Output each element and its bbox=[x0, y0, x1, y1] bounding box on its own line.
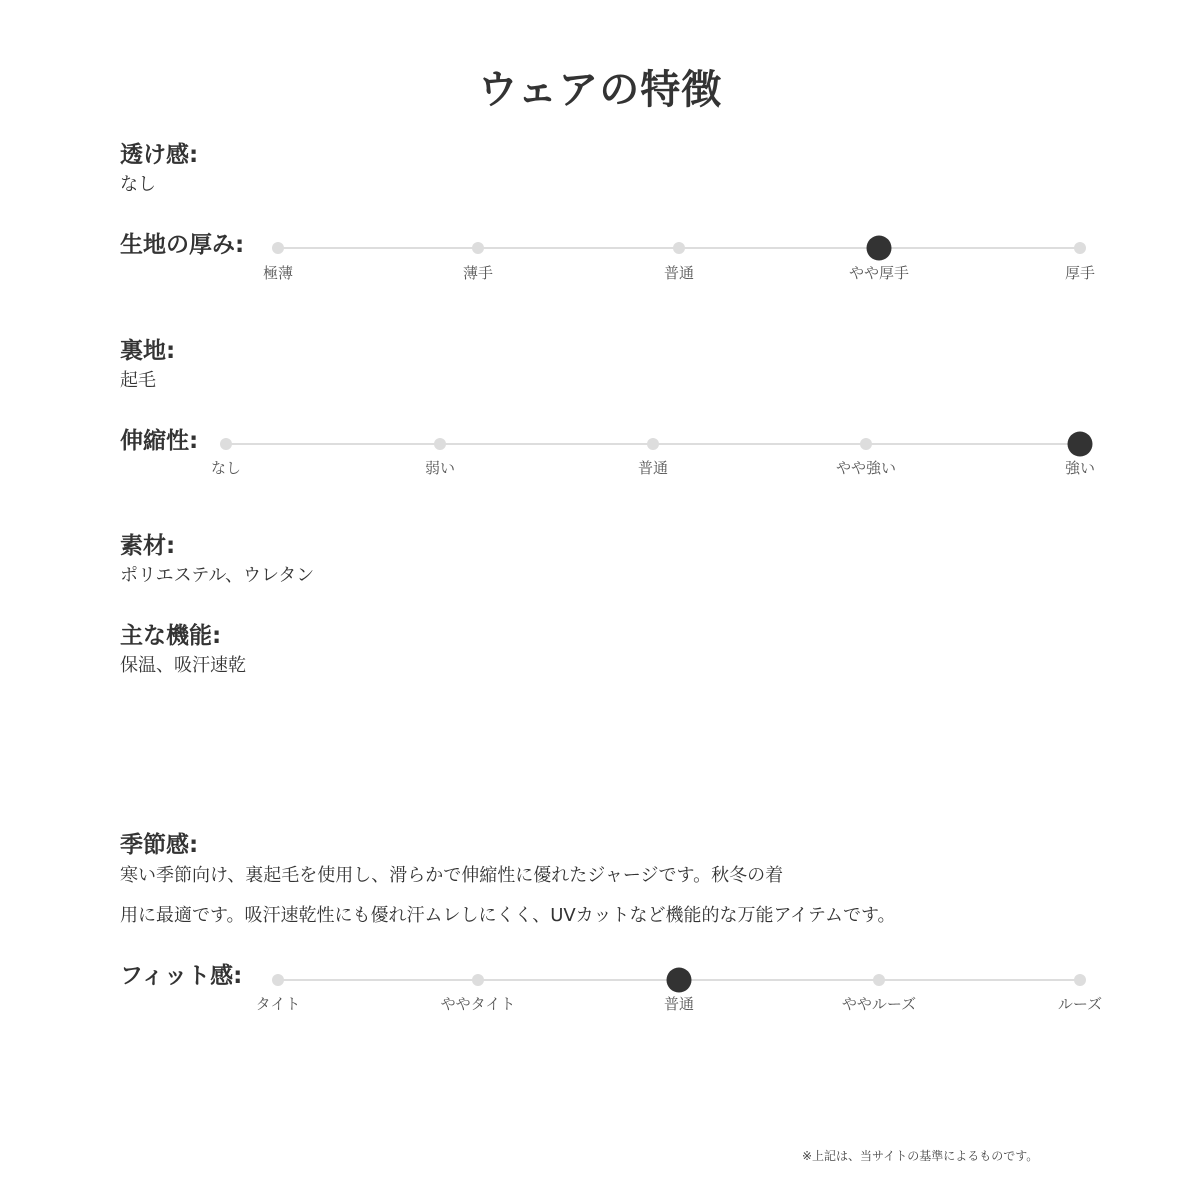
thickness-option-2: 普通 bbox=[663, 264, 695, 282]
thickness-dot-0 bbox=[272, 242, 284, 254]
material-label: 素材: bbox=[120, 533, 176, 559]
thickness-label: 生地の厚み: bbox=[120, 232, 245, 258]
season-label: 季節感: bbox=[120, 832, 199, 858]
stretch-dot-1 bbox=[434, 438, 446, 450]
stretch-dot-0 bbox=[220, 438, 232, 450]
season-description-line-1: 寒い季節向け、裏起毛を使用し、滑らかで伸縮性に優れたジャージです。秋冬の着 bbox=[120, 865, 784, 886]
thickness-option-3: やや厚手 bbox=[848, 264, 910, 282]
fit-dot-selected bbox=[667, 968, 692, 993]
thickness-option-1: 薄手 bbox=[462, 264, 494, 282]
stretch-option-1: 弱い bbox=[424, 459, 456, 477]
fit-label: フィット感: bbox=[120, 963, 243, 989]
thickness-dot-4 bbox=[1074, 242, 1086, 254]
season-description-line-2: 用に最適です。吸汗速乾性にも優れ汗ムレしにくく、UVカットなど機能的な万能アイテムです。 bbox=[120, 905, 896, 926]
transparency-label: 透け感: bbox=[120, 142, 199, 168]
stretch-option-2: 普通 bbox=[637, 459, 669, 477]
page-title: ウェアの特徴 bbox=[477, 67, 723, 113]
fit-dot-1 bbox=[472, 974, 484, 986]
thickness-option-4: 厚手 bbox=[1064, 264, 1096, 282]
stretch-dot-selected bbox=[1068, 432, 1093, 457]
thickness-dot-2 bbox=[673, 242, 685, 254]
fit-option-3: ややルーズ bbox=[841, 995, 917, 1013]
functions-value: 保温、吸汗速乾 bbox=[120, 655, 246, 676]
footnote: ※上記は、当サイトの基準によるものです。 bbox=[802, 1149, 1039, 1163]
material-value: ポリエステル、ウレタン bbox=[120, 565, 315, 586]
fit-dot-3 bbox=[873, 974, 885, 986]
thickness-dot-selected bbox=[867, 236, 892, 261]
stretch-option-0: なし bbox=[210, 459, 242, 477]
stretch-dot-3 bbox=[860, 438, 872, 450]
lining-label: 裏地: bbox=[120, 338, 176, 364]
fit-dot-4 bbox=[1074, 974, 1086, 986]
thickness-option-0: 極薄 bbox=[262, 264, 294, 282]
functions-label: 主な機能: bbox=[120, 623, 222, 649]
lining-value: 起毛 bbox=[120, 370, 156, 391]
transparency-value: なし bbox=[120, 174, 156, 195]
fit-option-0: タイト bbox=[255, 995, 301, 1013]
fit-option-1: ややタイト bbox=[440, 995, 516, 1013]
stretch-label: 伸縮性: bbox=[120, 428, 199, 454]
fit-dot-0 bbox=[272, 974, 284, 986]
stretch-dot-2 bbox=[647, 438, 659, 450]
fit-option-4: ルーズ bbox=[1057, 995, 1103, 1013]
stretch-option-3: やや強い bbox=[835, 459, 897, 477]
thickness-dot-1 bbox=[472, 242, 484, 254]
fit-option-2: 普通 bbox=[663, 995, 695, 1013]
stretch-option-4: 強い bbox=[1064, 459, 1096, 477]
